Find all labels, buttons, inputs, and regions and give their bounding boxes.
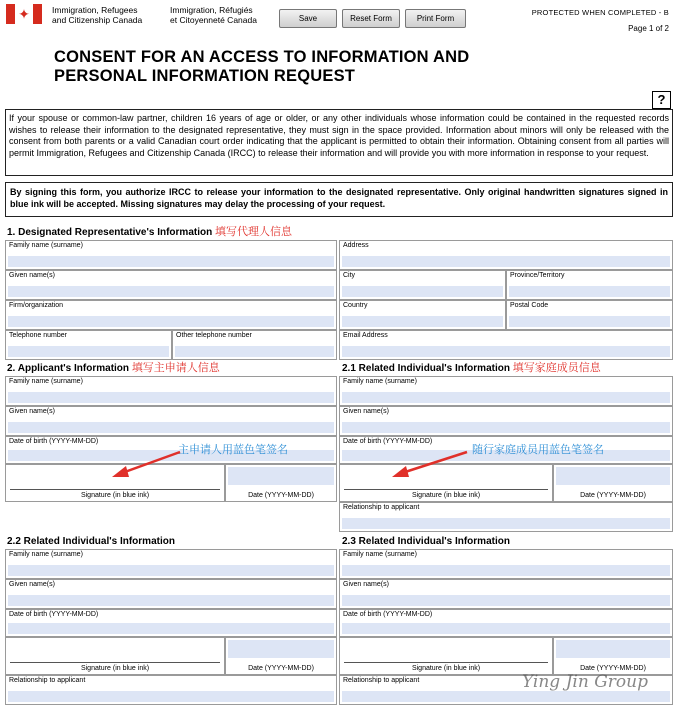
related-2-3-given-name-field[interactable]: Given name(s) — [339, 579, 673, 609]
arrow-icon — [392, 452, 467, 477]
intro-text: If your spouse or common-law partner, children 16 years of age or older, or any other individuals whose information could be contained in the requested records wishes to release their information to the designated representative, they must sign in the space provided. Information about minors will only be released with the consent from both parents or a valid Canadian court order indicating that the applicant is permitted to obtain their information. Obtaining consent from all parties will permit Immigration, Refugees and Citizenship Canada (IRCC) to release their information and will provide you with more information in response to your request. — [9, 113, 669, 158]
related-2-3-date-field[interactable]: Date (YYYY-MM-DD) — [553, 637, 673, 675]
authorize-text: By signing this form, you authorize IRCC to release your information to the designated representative. Only original handwritten signatures signed in blue ink will be accepted. Missing signatures may delay the processing of your request. — [10, 187, 668, 209]
related-2-2-given-name-field[interactable]: Given name(s) — [5, 579, 337, 609]
rep-address-field[interactable]: Address — [339, 240, 673, 270]
related-2-1-dob-field[interactable]: Date of birth (YYYY-MM-DD) — [339, 436, 673, 464]
section-2-1-annotation: 填写家庭成员信息 — [512, 362, 601, 374]
help-icon[interactable]: ? — [652, 91, 671, 109]
print-form-button[interactable]: Print Form — [405, 9, 466, 28]
section-2-1-heading: 2.1 Related Individual's Information 填写家庭成员信息 — [342, 362, 601, 374]
applicant-date-field[interactable]: Date (YYYY-MM-DD) — [225, 464, 337, 502]
related-2-1-date-field[interactable]: Date (YYYY-MM-DD) — [553, 464, 673, 502]
watermark: Ying Jin Group — [522, 672, 648, 692]
page-title: CONSENT FOR AN ACCESS TO INFORMATION AND PERSONAL INFORMATION REQUEST — [54, 48, 470, 85]
section-2-heading: 2. Applicant's Information 填写主申请人信息 — [7, 362, 220, 374]
rep-city-field[interactable]: City — [339, 270, 506, 300]
department-name-fr: Immigration, Réfugiés et Citoyenneté Canada — [170, 5, 257, 25]
rep-province-field[interactable]: Province/Territory — [506, 270, 673, 300]
related-2-3-family-name-field[interactable]: Family name (surname) — [339, 549, 673, 579]
related-2-1-signature-field[interactable]: Signature (in blue ink) — [339, 464, 553, 502]
rep-telephone-field[interactable]: Telephone number — [5, 330, 172, 360]
rep-firm-field[interactable]: Firm/organization — [5, 300, 337, 330]
related-2-1-family-name-field[interactable]: Family name (surname) — [339, 376, 673, 406]
rep-postal-code-field[interactable]: Postal Code — [506, 300, 673, 330]
related-2-2-date-field[interactable]: Date (YYYY-MM-DD) — [225, 637, 337, 675]
protected-notice: PROTECTED WHEN COMPLETED - B — [531, 8, 669, 17]
applicant-sign-annotation: 主申请人用蓝色笔签名 — [178, 444, 288, 456]
applicant-signature-field[interactable]: Signature (in blue ink) — [5, 464, 225, 502]
section-2-annotation: 填写主申请人信息 — [131, 362, 220, 374]
section-1-annotation: 填写代理人信息 — [215, 226, 292, 238]
applicant-family-name-field[interactable]: Family name (surname) — [5, 376, 337, 406]
reset-form-button[interactable]: Reset Form — [342, 9, 400, 28]
arrow-icon — [112, 452, 180, 477]
section-1-heading: 1. Designated Representative's Information 填写代理人信息 — [7, 226, 292, 238]
rep-country-field[interactable]: Country — [339, 300, 506, 330]
applicant-dob-field[interactable]: Date of birth (YYYY-MM-DD) — [5, 436, 337, 464]
maple-leaf-icon: ✦ — [18, 6, 30, 22]
family-sign-annotation: 随行家庭成员用蓝色笔签名 — [472, 444, 604, 456]
related-2-2-dob-field[interactable]: Date of birth (YYYY-MM-DD) — [5, 609, 337, 637]
rep-email-field[interactable]: Email Address — [339, 330, 673, 360]
save-button[interactable]: Save — [279, 9, 337, 28]
rep-family-name-field[interactable]: Family name (surname) — [5, 240, 337, 270]
related-2-2-signature-field[interactable]: Signature (in blue ink) — [5, 637, 225, 675]
rep-given-name-field[interactable]: Given name(s) — [5, 270, 337, 300]
page-number: Page 1 of 2 — [628, 24, 669, 33]
related-2-3-relationship-field[interactable]: Relationship to applicant — [339, 675, 673, 705]
department-name-en: Immigration, Refugees and Citizenship Canada — [52, 5, 143, 25]
related-2-2-relationship-field[interactable]: Relationship to applicant — [5, 675, 337, 705]
related-2-1-given-name-field[interactable]: Given name(s) — [339, 406, 673, 436]
related-2-3-dob-field[interactable]: Date of birth (YYYY-MM-DD) — [339, 609, 673, 637]
related-2-3-signature-field[interactable]: Signature (in blue ink) — [339, 637, 553, 675]
related-2-1-relationship-field[interactable]: Relationship to applicant — [339, 502, 673, 532]
related-2-2-family-name-field[interactable]: Family name (surname) — [5, 549, 337, 579]
section-2-3-heading: 2.3 Related Individual's Information — [342, 536, 510, 547]
applicant-given-name-field[interactable]: Given name(s) — [5, 406, 337, 436]
section-2-2-heading: 2.2 Related Individual's Information — [7, 536, 175, 547]
rep-other-telephone-field[interactable]: Other telephone number — [172, 330, 337, 360]
